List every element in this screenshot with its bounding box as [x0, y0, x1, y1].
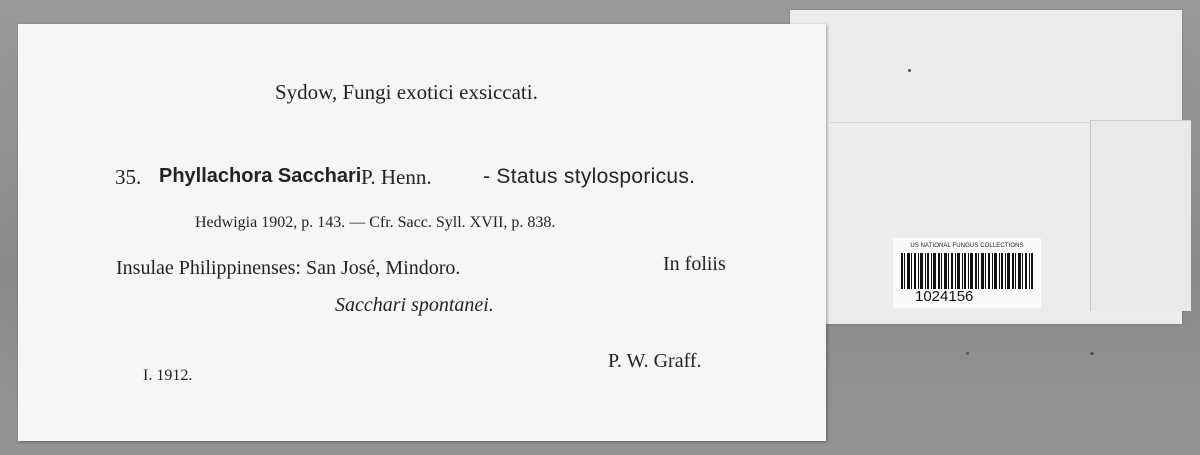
host-plant: Sacchari spontanei.: [335, 294, 494, 316]
paper-speck: [1090, 352, 1094, 355]
paper-speck: [908, 69, 911, 72]
taxon-author: P. Henn.: [361, 165, 432, 189]
habitat-text: In foliis: [663, 253, 726, 275]
catalog-number: 1024156: [915, 288, 974, 305]
exsiccata-series-title: Sydow, Fungi exotici exsiccati.: [275, 80, 538, 104]
paper-speck: [966, 352, 969, 355]
taxon-name: Phyllachora Sacchari: [159, 165, 362, 187]
collector-name: P. W. Graff.: [608, 350, 702, 372]
packet-fold-line: [830, 122, 1092, 123]
collection-date: I. 1912.: [143, 367, 193, 384]
barcode-collection-name: US NATIONAL FUNGUS COLLECTIONS: [910, 243, 1024, 249]
taxon-status: - Status stylosporicus.: [483, 165, 696, 188]
packet-flap: [1090, 120, 1191, 311]
collection-locality: Insulae Philippinenses: San José, Mindoro.: [116, 257, 461, 279]
specimen-label: [18, 24, 826, 441]
literature-reference: Hedwigia 1902, p. 143. — Cfr. Sacc. Syll. XVII, p. 838.: [195, 214, 556, 231]
barcode-icon: [901, 253, 1033, 289]
exsiccata-number: 35.: [115, 165, 142, 189]
barcode-label: [893, 238, 1041, 308]
